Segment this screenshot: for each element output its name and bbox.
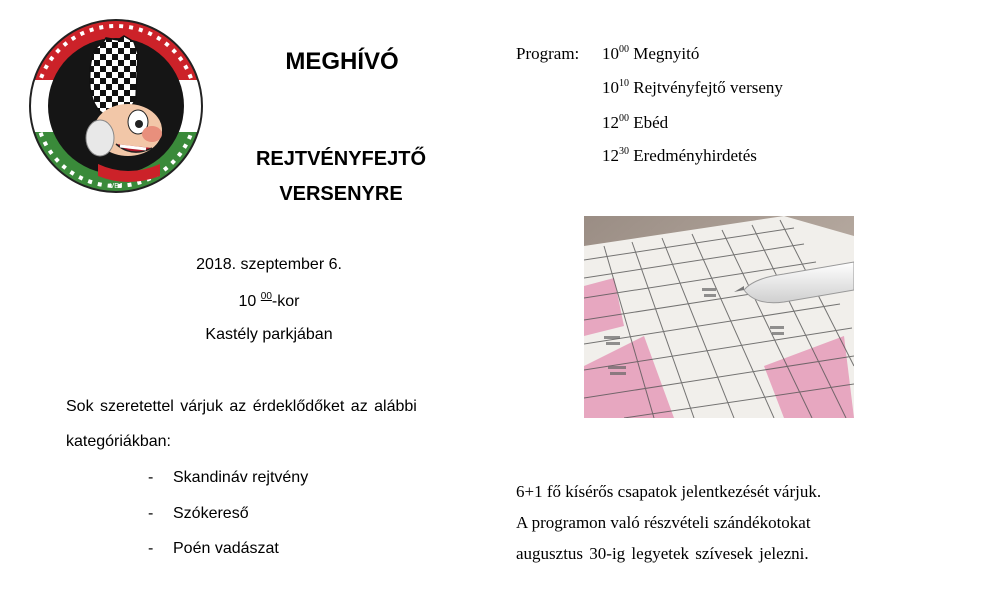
event-place: Kastély parkjában — [205, 326, 333, 343]
event-time-suffix: -kor — [271, 293, 300, 310]
note-line: augusztus 30-ig legyetek szívesek jelezni. — [516, 544, 809, 563]
invitation-line-1: Sok szeretettel várjuk az érdeklődőket az alábbi — [66, 398, 417, 415]
program-text: Ebéd — [633, 113, 669, 132]
program-minutes: 00 — [619, 44, 629, 55]
program-text: Eredményhirdetés — [633, 146, 757, 165]
program-hour: 12 — [602, 146, 619, 165]
crossword-photo — [584, 216, 854, 418]
event-time-minutes: 00 — [260, 291, 272, 302]
program-hour: 10 — [602, 78, 619, 97]
event-time — [139, 291, 399, 311]
subtitle-line-2: VERSENYRE — [279, 183, 403, 205]
program-minutes: 30 — [619, 146, 629, 157]
program-hour: 12 — [602, 113, 619, 132]
category-item — [148, 540, 279, 558]
page-title: MEGHÍVÓ — [285, 48, 399, 75]
program-label: Program: — [516, 44, 580, 63]
bullet-dash: - — [148, 540, 154, 557]
program-minutes: 00 — [619, 113, 629, 124]
program-item — [602, 44, 699, 64]
invitation-line-2: kategóriákban: — [66, 433, 171, 450]
program-hour: 10 — [602, 44, 619, 63]
logo-lettering: VEJ — [109, 183, 123, 190]
event-time-hour: 10 — [238, 293, 257, 310]
program-item — [602, 146, 757, 166]
program-item — [602, 78, 783, 98]
category-label: Szókereső — [173, 505, 249, 522]
program-text: Megnyitó — [633, 44, 700, 63]
event-date: 2018. szeptember 6. — [196, 256, 342, 273]
program-text: Rejtvényfejtő verseny — [633, 78, 783, 97]
subtitle-line-1: REJTVÉNYFEJTŐ — [255, 148, 427, 170]
bullet-dash: - — [148, 505, 154, 522]
club-logo — [28, 18, 204, 194]
note-line: 6+1 fő kísérős csapatok jelentkezését várjuk. — [516, 482, 822, 501]
program-minutes: 10 — [619, 78, 629, 89]
bullet-dash: - — [148, 469, 154, 486]
category-label: Skandináv rejtvény — [173, 469, 309, 486]
category-label: Poén vadászat — [173, 540, 279, 557]
program-item — [602, 113, 668, 133]
category-item — [148, 505, 249, 523]
note-line: A programon való részvételi szándékotokat — [516, 513, 811, 532]
category-item — [148, 469, 308, 487]
